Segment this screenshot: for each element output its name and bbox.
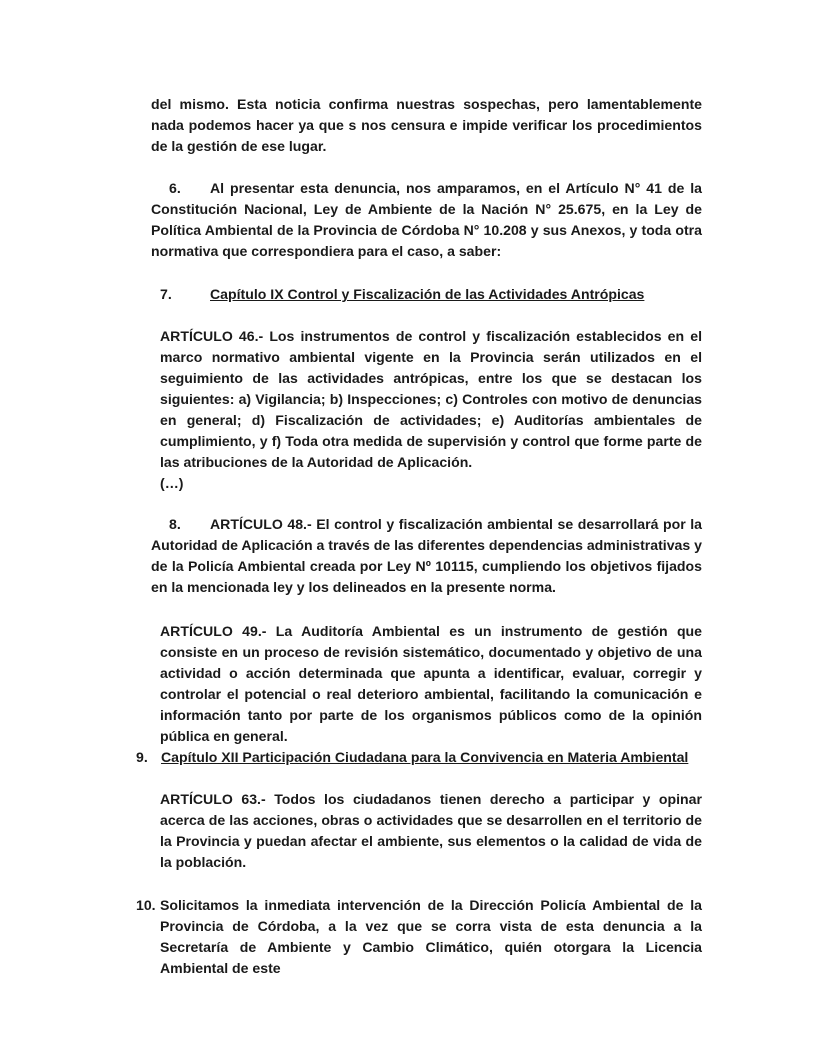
intro-paragraph: del mismo. Esta noticia confirma nuestras sospechas, pero lamentablemente nada podemos hacer ya que s nos censura e impide verificar los procedimientos de la gestión de ese lugar. bbox=[151, 96, 702, 154]
item-6-text: Al presentar esta denuncia, nos amparamos, en el Artículo N° 41 de la Constitución Nacional, Ley de Ambiente de la Nación N° 25.675, en la Ley de Política Ambiental de la Provincia de Córdoba N° 10.208 y sus Anexos, y toda otra normativa que correspondiera para el caso, a saber: bbox=[151, 180, 702, 259]
item-8 bbox=[151, 514, 702, 598]
item-10-number: 10. bbox=[136, 897, 156, 913]
article-46-ellipsis: (…) bbox=[160, 475, 184, 491]
item-10 bbox=[136, 895, 702, 979]
article-46: ARTÍCULO 46.- Los instrumentos de control y fiscalización establecidos en el marco normativo ambiental vigente en la Provincia serán utilizados en el seguimiento de las actividades antrópicas, entre los que se destacan los siguientes: a) Vigilancia; b) Inspecciones; c) Controles con motivo de denuncias en general; d) Fiscalización de actividades; e) Auditorías ambientales de cumplimiento, y f) Toda otra medida de supervisión y control que forme parte de las atribuciones de la Autoridad de Aplicación. bbox=[160, 328, 702, 470]
chapter-ix-title: Capítulo IX Control y Fiscalización de las Actividades Antrópicas bbox=[210, 286, 645, 302]
article-49: ARTÍCULO 49.- La Auditoría Ambiental es un instrumento de gestión que consiste en un proceso de revisión sistemático, documentado y objetivo de una actividad o acción determinada que apunta a identificar, evaluar, corregir y controlar el potencial o real deterioro ambiental, facilitando la comunicación e información tanto por parte de los organismos públicos como de la opinión pública en general. bbox=[160, 623, 702, 744]
item-10-text: Solicitamos la inmediata intervención de la Dirección Policía Ambiental de la Provincia de Córdoba, a la vez que se corra vista de esta denuncia a la Secretaría de Ambiente y Cambio Climático, quién otorgara la Licencia Ambiental de este bbox=[160, 897, 702, 976]
item-6-number: 6. bbox=[169, 180, 181, 196]
item-7-number: 7. bbox=[160, 286, 172, 302]
item-7-heading bbox=[160, 284, 700, 305]
item-6 bbox=[151, 178, 702, 262]
item-9-number: 9. bbox=[136, 749, 148, 765]
article-63: ARTÍCULO 63.- Todos los ciudadanos tienen derecho a participar y opinar acerca de las acciones, obras o actividades que se desarrollen en el territorio de la Provincia y puedan afectar el ambiente, sus elementos o la calidad de vida de la población. bbox=[160, 791, 702, 870]
item-8-number: 8. bbox=[169, 516, 181, 532]
article-48-text: ARTÍCULO 48.- El control y fiscalización ambiental se desarrollará por la Autoridad de Aplicación a través de las diferentes dependencias administrativas y de la Policía Ambiental creada por Ley Nº 10115, cumpliendo los objetivos fijados en la mencionada ley y los delineados en la presente norma. bbox=[151, 516, 702, 595]
chapter-xii-title: Capítulo XII Participación Ciudadana para la Convivencia en Materia Ambiental bbox=[161, 749, 689, 765]
item-9-heading bbox=[136, 747, 702, 768]
